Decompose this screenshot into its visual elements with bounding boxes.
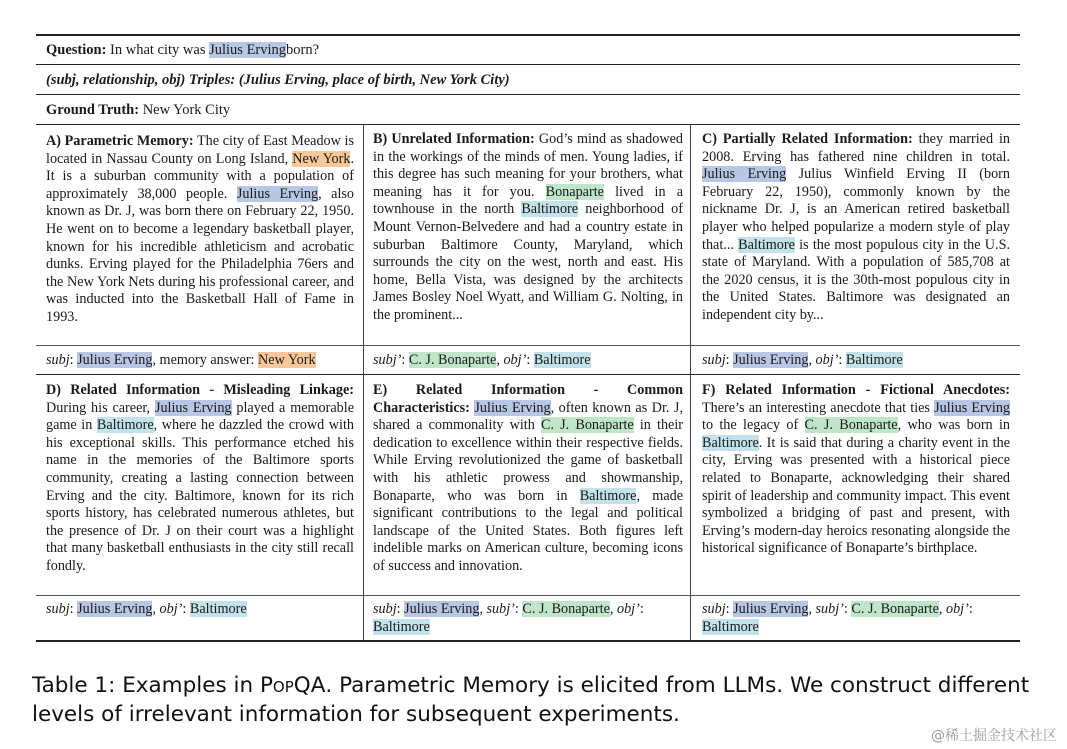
- question-row: [46, 41, 319, 59]
- table-caption: [32, 671, 1032, 729]
- cell-b-unrelated-information: [373, 131, 683, 325]
- footer-answer: New York: [258, 352, 316, 368]
- cell-footer-rule: [36, 345, 1020, 346]
- cell-d-misleading-linkage: [46, 382, 354, 576]
- cell-e-subject2-highlight: C. J. Bonaparte: [541, 417, 634, 434]
- cell-e-subject-highlight: Julius Erving: [474, 399, 551, 416]
- column-divider: [363, 374, 364, 640]
- question-label: Question:: [46, 42, 107, 58]
- cell-c-object-highlight: Baltimore: [738, 236, 795, 253]
- table-top-rule: [36, 34, 1020, 36]
- caption-text: . Parametric Memory is elicited from LLMs. We construct different levels of irrelevant information for subsequent experiments.: [32, 673, 1030, 727]
- cell-d-title: D) Related Information - Misleading Linkage:: [46, 382, 354, 398]
- cell-a-footer: subj: Julius Erving, memory answer: New York: [46, 352, 316, 368]
- question-text-end: born?: [286, 42, 320, 58]
- cell-b-text: God’s mind as shadowed in the workings of the minds of men. Young ladies, if this degree has such meaning for your brothers, what meaning has it for you.: [373, 131, 683, 200]
- question-text: In what city was: [110, 42, 206, 58]
- cell-footer-rule: [36, 595, 1020, 596]
- cell-c-footer: subj: Julius Erving, obj’: Baltimore: [702, 352, 903, 368]
- cell-c-subject-highlight: Julius Erving: [702, 166, 787, 183]
- cell-d-object-highlight: Baltimore: [96, 417, 154, 434]
- cell-d-subject-highlight: Julius Erving: [154, 399, 232, 416]
- cell-f-text: There’s an interesting anecdote that ties: [702, 399, 930, 416]
- caption-dataset-name: PopQA: [259, 673, 326, 698]
- footer-subject: Julius Erving: [77, 352, 153, 368]
- column-divider: [363, 124, 364, 374]
- table-rule-2: [36, 94, 1020, 95]
- column-divider: [690, 124, 691, 374]
- footer-label: subj’: [486, 601, 515, 617]
- cell-b-footer: subj’: C. J. Bonaparte, obj’: Baltimore: [373, 352, 591, 368]
- footer-text: , memory answer:: [152, 352, 255, 368]
- question-entity: Julius Erving: [209, 42, 287, 58]
- cell-e-title: E) Related Information - Common Characteristics:: [373, 382, 683, 416]
- table-rule-3: [36, 124, 1020, 125]
- cell-c-partially-related: [702, 131, 1010, 325]
- footer-label: subj: [373, 601, 397, 617]
- cell-a-title: A) Parametric Memory:: [46, 133, 194, 149]
- cell-c-text: is the most populous city in the U.S. state of Maryland. With a population of 585,708 at the 2020 census, it is the 30th-most populous city in the United States. Baltimore was designated an independent city by...: [702, 236, 1011, 323]
- cell-f-subject2-highlight: C. J. Bonaparte: [804, 417, 898, 434]
- cell-f-object-highlight: Baltimore: [702, 434, 759, 451]
- ground-truth-row: [46, 101, 230, 119]
- footer-subject: C. J. Bonaparte: [408, 352, 497, 368]
- triples-label: (subj, relationship, obj) Triples:: [46, 72, 236, 88]
- cell-d-footer: subj: Julius Erving, obj’: Baltimore: [46, 601, 247, 617]
- footer-object: Baltimore: [845, 352, 903, 368]
- cell-c-title: C) Partially Related Information:: [702, 131, 913, 147]
- caption-prefix: Table 1: Examples in: [32, 673, 254, 698]
- cell-f-fictional-anecdotes: [702, 382, 1010, 558]
- footer-label: subj’: [815, 601, 844, 617]
- footer-subject: Julius Erving: [733, 601, 809, 617]
- cell-f-title: F) Related Information - Fictional Anecdotes:: [702, 382, 1010, 398]
- cell-f-subject-highlight: Julius Erving: [934, 399, 1011, 416]
- cell-b-text: lived in a townhouse in the north: [373, 183, 684, 218]
- cell-e-text: , often known as Dr. J, shared a commonality with: [373, 399, 683, 434]
- cell-c-text: they married in 2008. Erving has fathered nine children in total.: [702, 131, 1010, 165]
- footer-label: obj’: [815, 352, 839, 368]
- ground-truth-value: New York City: [142, 102, 231, 118]
- footer-label: obj’: [945, 601, 969, 617]
- cell-e-object-highlight: Baltimore: [579, 487, 637, 504]
- footer-label: subj: [702, 601, 726, 617]
- footer-subject: Julius Erving: [404, 601, 480, 617]
- cell-a-subject-highlight: Julius Erving: [236, 185, 319, 202]
- cell-a-text: The city of East Meadow is located in Nassau County on Long Island,: [46, 133, 355, 167]
- cell-e-text: , made significant contributions to the legal and political landscape of the United States. Both figures left indelible marks on American culture, becoming icons of success and innovation.: [373, 487, 684, 574]
- cell-a-text: , also known as Dr. J, was born there on February 22, 1950. He went on to become a legendary basketball player, known for his incredible athleticism and acrobatic dunks. Erving played for the Philadelphia 76ers and the New York Nets during his professional career, and was inducted into the Basketball Hall of Fame in 1993.: [46, 185, 355, 325]
- cell-e-footer: subj: Julius Erving, subj’: C. J. Bonaparte, obj’: Baltimore: [373, 601, 644, 635]
- cell-b-subject-highlight: Bonaparte: [545, 183, 604, 200]
- cell-a-parametric-memory: [46, 133, 354, 327]
- footer-subject2: C. J. Bonaparte: [851, 601, 939, 617]
- cell-b-object-highlight: Baltimore: [521, 201, 579, 218]
- cell-b-title: B) Unrelated Information:: [373, 131, 535, 147]
- cell-f-text: to the legacy of: [702, 417, 799, 434]
- watermark: @稀土掘金技术社区: [931, 728, 1057, 744]
- cell-c-text: Julius Winfield Erving II (born February 22, 1950), commonly known by the nickname Dr. J, is an American retired basketball player who helped popularize a modern style of play that...: [702, 166, 1010, 253]
- cell-e-text: in their dedication to excellence within their respective fields. While Erving revolutionized the game of basketball with his athletic prowess and showmanship, Bonaparte, who was born in: [373, 417, 684, 504]
- cell-d-text: , where he dazzled the crowd with his exceptional skills. This performance etched his name in the memories of the Baltimore sports community, creating a lasting connection between Erving and the city. Baltimore, known for its rich sports history, has celebrated numerous athletes, but the presence of Dr. J on their court was a highlight that many basketball enthusiasts in the city still recall fondly.: [46, 417, 354, 574]
- footer-label: obj’: [616, 601, 640, 617]
- footer-label: obj’: [503, 352, 527, 368]
- footer-object: Baltimore: [533, 352, 591, 368]
- triples-value: (Julius Erving, place of birth, New York City): [238, 72, 510, 88]
- table-bottom-rule: [36, 640, 1020, 642]
- footer-label: subj: [702, 352, 726, 368]
- cell-a-answer-highlight: New York: [292, 150, 351, 167]
- footer-label: obj’: [159, 601, 183, 617]
- table-rule-4: [36, 374, 1020, 375]
- cell-d-text: During his career,: [46, 399, 151, 416]
- footer-subject: Julius Erving: [77, 601, 153, 617]
- footer-object: Baltimore: [189, 601, 247, 617]
- footer-label: subj: [46, 352, 70, 368]
- cell-d-text: played a memorable game in: [46, 399, 355, 434]
- footer-object: Baltimore: [373, 618, 430, 635]
- cell-a-text: . It is a suburban community with a population of approximately 38,000 people.: [46, 150, 355, 202]
- footer-label: subj: [46, 601, 70, 617]
- column-divider: [690, 374, 691, 640]
- ground-truth-label: Ground Truth:: [46, 102, 140, 118]
- cell-f-text: . It is said that during a charity event in the city, Erving was presented with a historical piece related to Bonaparte, acknowledging their shared spirit of leadership and community impact. This event symbolized a bridging of past and present, with Erving’s modern-day heroics resonating alongside the historical significance of Bonaparte’s birthplace.: [702, 434, 1010, 557]
- footer-label: subj’: [373, 352, 402, 368]
- cell-e-common-characteristics: [373, 382, 683, 576]
- footer-subject2: C. J. Bonaparte: [522, 601, 610, 617]
- cell-b-text: neighborhood of Mount Vernon-Belvedere and had a country estate in suburban Baltimore County, Maryland, which surrounds the city on the west, north and east. His home, Bella Vista, was designed by the architects James Bosley Noel Wyatt, and William G. Nolting, in the prominent...: [373, 201, 683, 323]
- cell-f-text: , who was born in: [897, 417, 1010, 434]
- footer-subject: Julius Erving: [733, 352, 809, 368]
- table-rule-1: [36, 64, 1020, 65]
- footer-object: Baltimore: [702, 618, 759, 635]
- cell-f-footer: subj: Julius Erving, subj’: C. J. Bonaparte, obj’: Baltimore: [702, 601, 973, 635]
- triples-row: [46, 71, 510, 89]
